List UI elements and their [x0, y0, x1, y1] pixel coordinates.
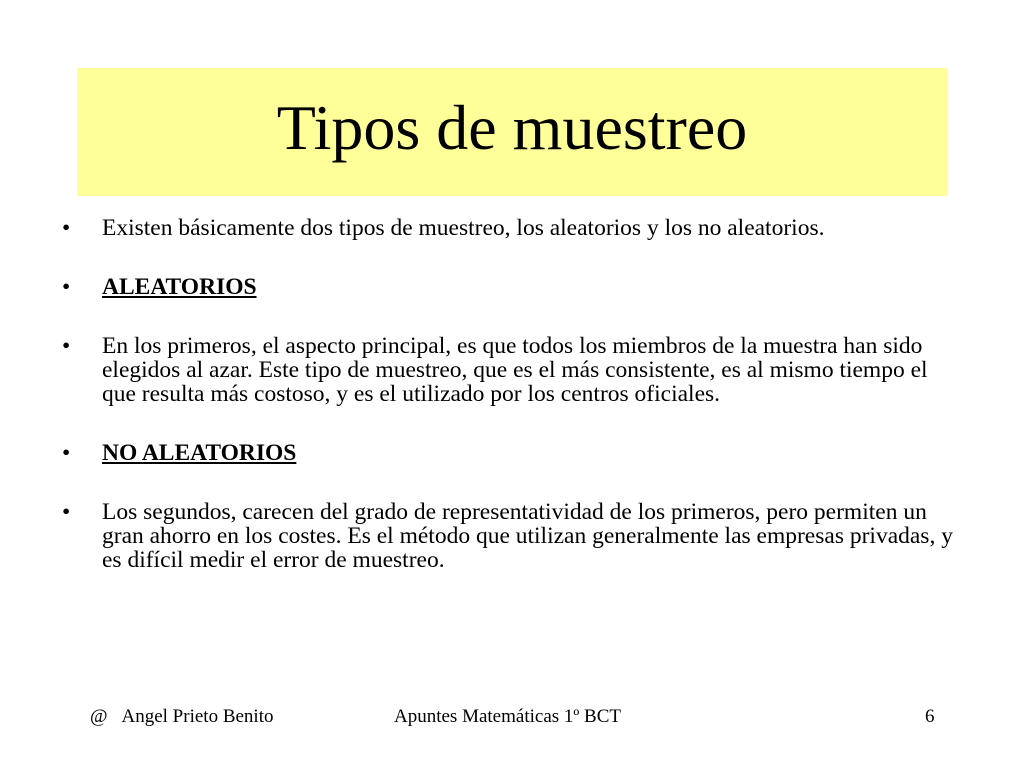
bullet-dot-icon: • — [62, 274, 71, 300]
bullet-list — [62, 216, 962, 607]
bullet-text: Existen básicamente dos tipos de muestreo, los aleatorios y los no aleatorios. — [102, 215, 825, 241]
footer-author: Angel Prieto Benito — [121, 706, 274, 727]
bullet-dot-icon: • — [62, 440, 71, 466]
bullet-intro — [62, 216, 962, 240]
section-heading: NO ALEATORIOS — [102, 440, 297, 466]
at-icon: @ — [90, 706, 108, 727]
bullet-aleatorios-heading — [62, 275, 962, 299]
bullet-dot-icon: • — [62, 333, 71, 359]
footer-author-block — [90, 706, 273, 728]
footer-course: Apuntes Matemáticas 1º BCT — [394, 706, 621, 727]
page-number: 6 — [925, 706, 935, 727]
footer — [0, 706, 1024, 730]
title-box — [77, 68, 947, 196]
slide-title: Tipos de muestreo — [276, 92, 748, 163]
bullet-aleatorios-description — [62, 334, 962, 406]
bullet-dot-icon: • — [62, 499, 71, 525]
bullet-text: Los segundos, carecen del grado de representatividad de los primeros, pero permiten un gran ahorro en los costes. Es el método que utilizan generalmente las empresas privadas, y es difícil medir el error de muestreo. — [102, 499, 953, 573]
bullet-text: En los primeros, el aspecto principal, es que todos los miembros de la muestra han sido elegidos al azar. Este tipo de muestreo, que es el más consistente, es al mismo tiempo el que resulta más costoso, y es el utilizado por los centros oficiales. — [102, 333, 928, 407]
bullet-no-aleatorios-heading — [62, 441, 962, 465]
bullet-no-aleatorios-description — [62, 500, 962, 572]
section-heading: ALEATORIOS — [102, 274, 257, 300]
bullet-dot-icon: • — [62, 215, 71, 241]
